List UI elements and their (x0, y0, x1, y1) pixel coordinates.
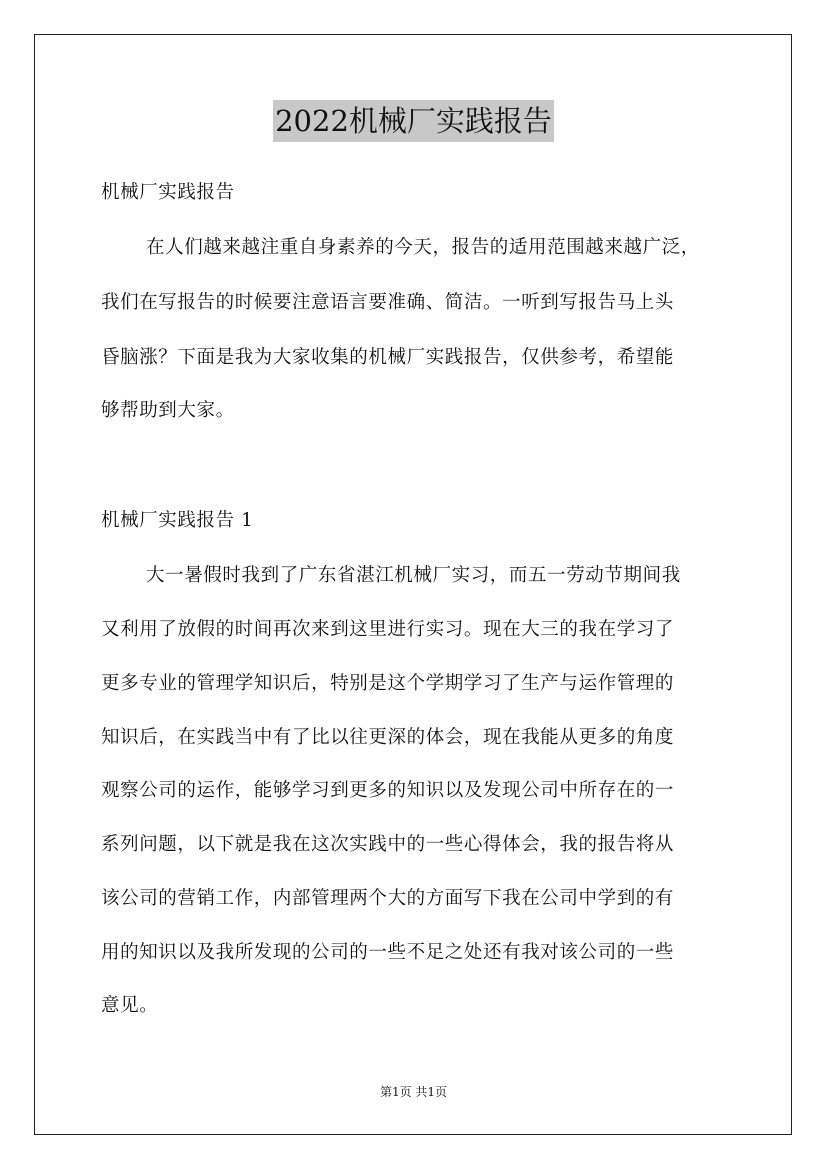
section-line: 该公司的营销工作，内部管理两个大的方面写下我在公司中学到的有 (101, 888, 675, 909)
section-line: 观察公司的运作，能够学习到更多的知识以及发现公司中所存在的一 (101, 780, 675, 801)
section-line: 大一暑假时我到了广东省湛江机械厂实习，而五一劳动节期间我 (146, 565, 681, 586)
section-line: 知识后，在实践当中有了比以往更深的体会，现在我能从更多的角度 (101, 727, 675, 748)
section-line: 系列问题，以下就是我在这次实践中的一些心得体会，我的报告将从 (101, 834, 675, 855)
section-heading: 机械厂实践报告 1 (101, 510, 254, 531)
subtitle: 机械厂实践报告 (101, 182, 235, 203)
intro-line: 够帮助到大家。 (101, 400, 235, 421)
section-line: 意见。 (101, 995, 159, 1016)
page-footer: 第1页 共1页 (379, 1085, 448, 1099)
section-line: 又利用了放假的时间再次来到这里进行实习。现在大三的我在学习了 (101, 619, 675, 640)
intro-line: 昏脑涨？下面是我为大家收集的机械厂实践报告，仅供参考，希望能 (101, 347, 675, 368)
title-container (0, 100, 827, 142)
intro-line: 在人们越来越注重自身素养的今天，报告的适用范围越来越广泛， (146, 237, 700, 258)
section-line: 用的知识以及我所发现的公司的一些不足之处还有我对该公司的一些 (101, 942, 675, 963)
intro-line: 我们在写报告的时候要注意语言要准确、简洁。一听到写报告马上头 (101, 292, 675, 313)
section-line: 更多专业的管理学知识后，特别是这个学期学习了生产与运作管理的 (101, 673, 675, 694)
document-title: 2022机械厂实践报告 (273, 100, 554, 142)
